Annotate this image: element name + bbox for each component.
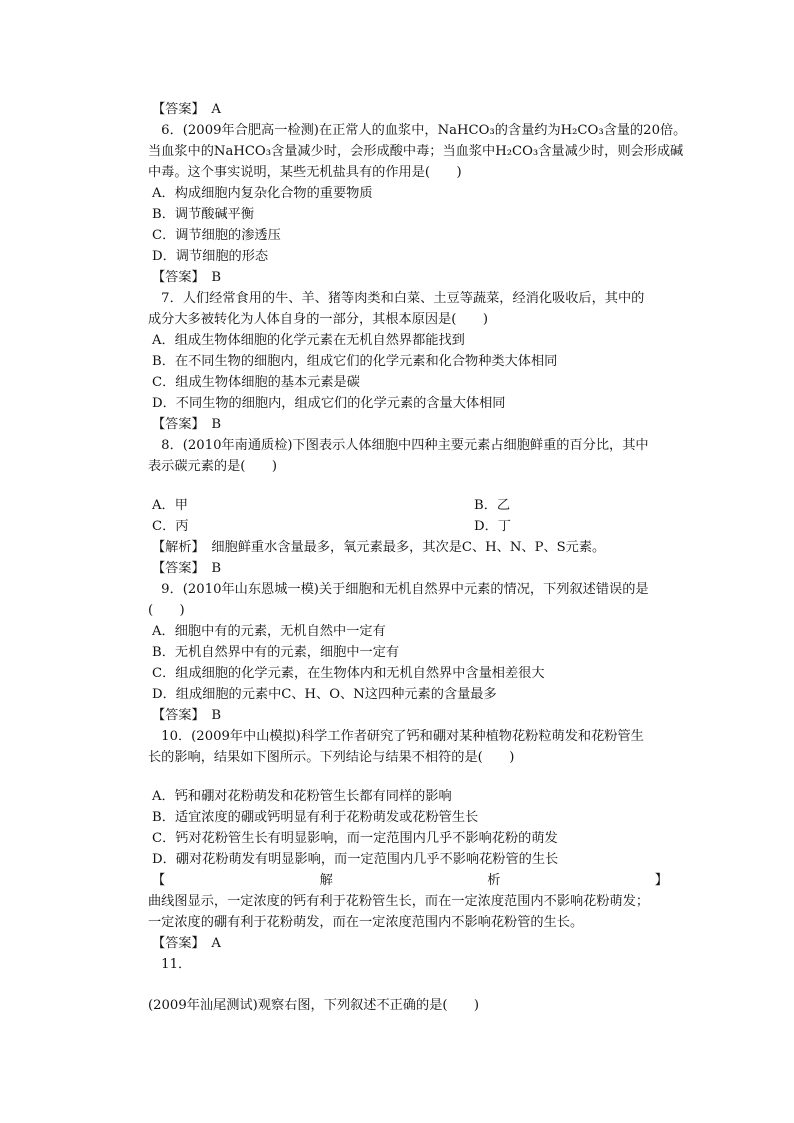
option-b: B．适宜浓度的硼或钙明显有利于花粉萌发或花粉管生长: [152, 810, 479, 825]
analysis-heading: [152, 871, 668, 891]
option-c: C．丙: [152, 519, 189, 534]
option-a: A．构成细胞内复杂化合物的重要物质: [152, 186, 373, 201]
question-11-number: 11．: [148, 957, 192, 972]
answer-line: 【答案】 A: [152, 102, 221, 117]
option-d: D．组成细胞的元素中C、H、O、N这四种元素的含量最多: [152, 687, 497, 702]
option-c: C．调节细胞的渗透压: [152, 228, 281, 243]
analysis-bracket-open: 【: [152, 873, 166, 888]
analysis-text-line-2: 一定浓度的硼有利于花粉萌发，而在一定浓度范围内不影响花粉管的生长。: [148, 915, 584, 930]
question-9-line-2: ( ): [148, 603, 185, 618]
question-10-line-1: 10．(2009年中山模拟)科学工作者研究了钙和硼对某种植物花粉粒萌发和花粉管生: [148, 729, 644, 744]
question-11-line-1: (2009年汕尾测试)观察右图，下列叙述不正确的是( ): [148, 998, 480, 1013]
analysis-char-2: 析: [487, 873, 501, 888]
answer-line: 【答案】 B: [152, 561, 222, 576]
option-a: A．细胞中有的元素，无机自然中一定有: [152, 624, 386, 639]
answer-line: 【答案】 B: [152, 417, 222, 432]
question-10-line-2: 长的影响，结果如下图所示。下列结论与结果不相符的是( ): [148, 750, 515, 765]
analysis-char-1: 解: [319, 873, 333, 888]
option-d: D．丁: [474, 519, 511, 534]
option-b: B．调节酸碱平衡: [152, 207, 255, 222]
question-6-line-2: 当血浆中的NaHCO₃含量减少时，会形成酸中毒；当血浆中H₂CO₃含量减少时，则会形成碱: [148, 144, 684, 159]
option-b: B．乙: [474, 498, 511, 513]
question-7-line-2: 成分大多被转化为人体自身的一部分，其根本原因是( ): [148, 312, 488, 327]
analysis-line: 【解析】 细胞鲜重水含量最多，氧元素最多，其次是C、H、N、P、S元素。: [152, 540, 606, 555]
option-b: B．无机自然界中有的元素，细胞中一定有: [152, 645, 400, 660]
analysis-bracket-close: 】: [654, 873, 668, 888]
question-8-line-2: 表示碳元素的是( ): [148, 459, 277, 474]
answer-line: 【答案】 B: [152, 708, 222, 723]
question-7-line-1: 7．人们经常食用的牛、羊、猪等肉类和白菜、土豆等蔬菜，经消化吸收后，其中的: [148, 291, 645, 306]
option-c: C．组成生物体细胞的基本元素是碳: [152, 375, 360, 390]
option-d: D．硼对花粉萌发有明显影响，而一定范围内几乎不影响花粉管的生长: [152, 852, 559, 867]
question-6-line-3: 中毒。这个事实说明，某些无机盐具有的作用是( ): [148, 165, 462, 180]
option-a: A．钙和硼对花粉萌发和花粉管生长都有同样的影响: [152, 789, 452, 804]
option-c: C．组成细胞的化学元素，在生物体内和无机自然界中含量相差很大: [152, 666, 545, 681]
option-a: A．组成生物体细胞的化学元素在无机自然界都能找到: [152, 333, 465, 348]
option-d: D．调节细胞的形态: [152, 249, 269, 264]
option-c: C．钙对花粉管生长有明显影响，而一定范围内几乎不影响花粉的萌发: [152, 831, 558, 846]
question-9-line-1: 9．(2010年山东恩城一模)关于细胞和无机自然界中元素的情况，下列叙述错误的是: [148, 582, 649, 597]
option-d: D．不同生物的细胞内，组成它们的化学元素的含量大体相同: [152, 396, 506, 411]
question-6-line-1: 6．(2009年合肥高一检测)在正常人的血浆中，NaHCO₃的含量约为H₂CO₃含量的20倍。: [148, 123, 687, 138]
analysis-text-line-1: 曲线图显示，一定浓度的钙有利于花粉管生长，而在一定浓度范围内不影响花粉萌发；: [148, 894, 650, 909]
answer-line: 【答案】 A: [152, 936, 221, 951]
answer-line: 【答案】 B: [152, 270, 222, 285]
option-b: B．在不同生物的细胞内，组成它们的化学元素和化合物种类大体相同: [152, 354, 558, 369]
option-a: A．甲: [152, 498, 188, 513]
question-8-line-1: 8．(2010年南通质检)下图表示人体细胞中四种主要元素占细胞鲜重的百分比，其中: [148, 438, 649, 453]
